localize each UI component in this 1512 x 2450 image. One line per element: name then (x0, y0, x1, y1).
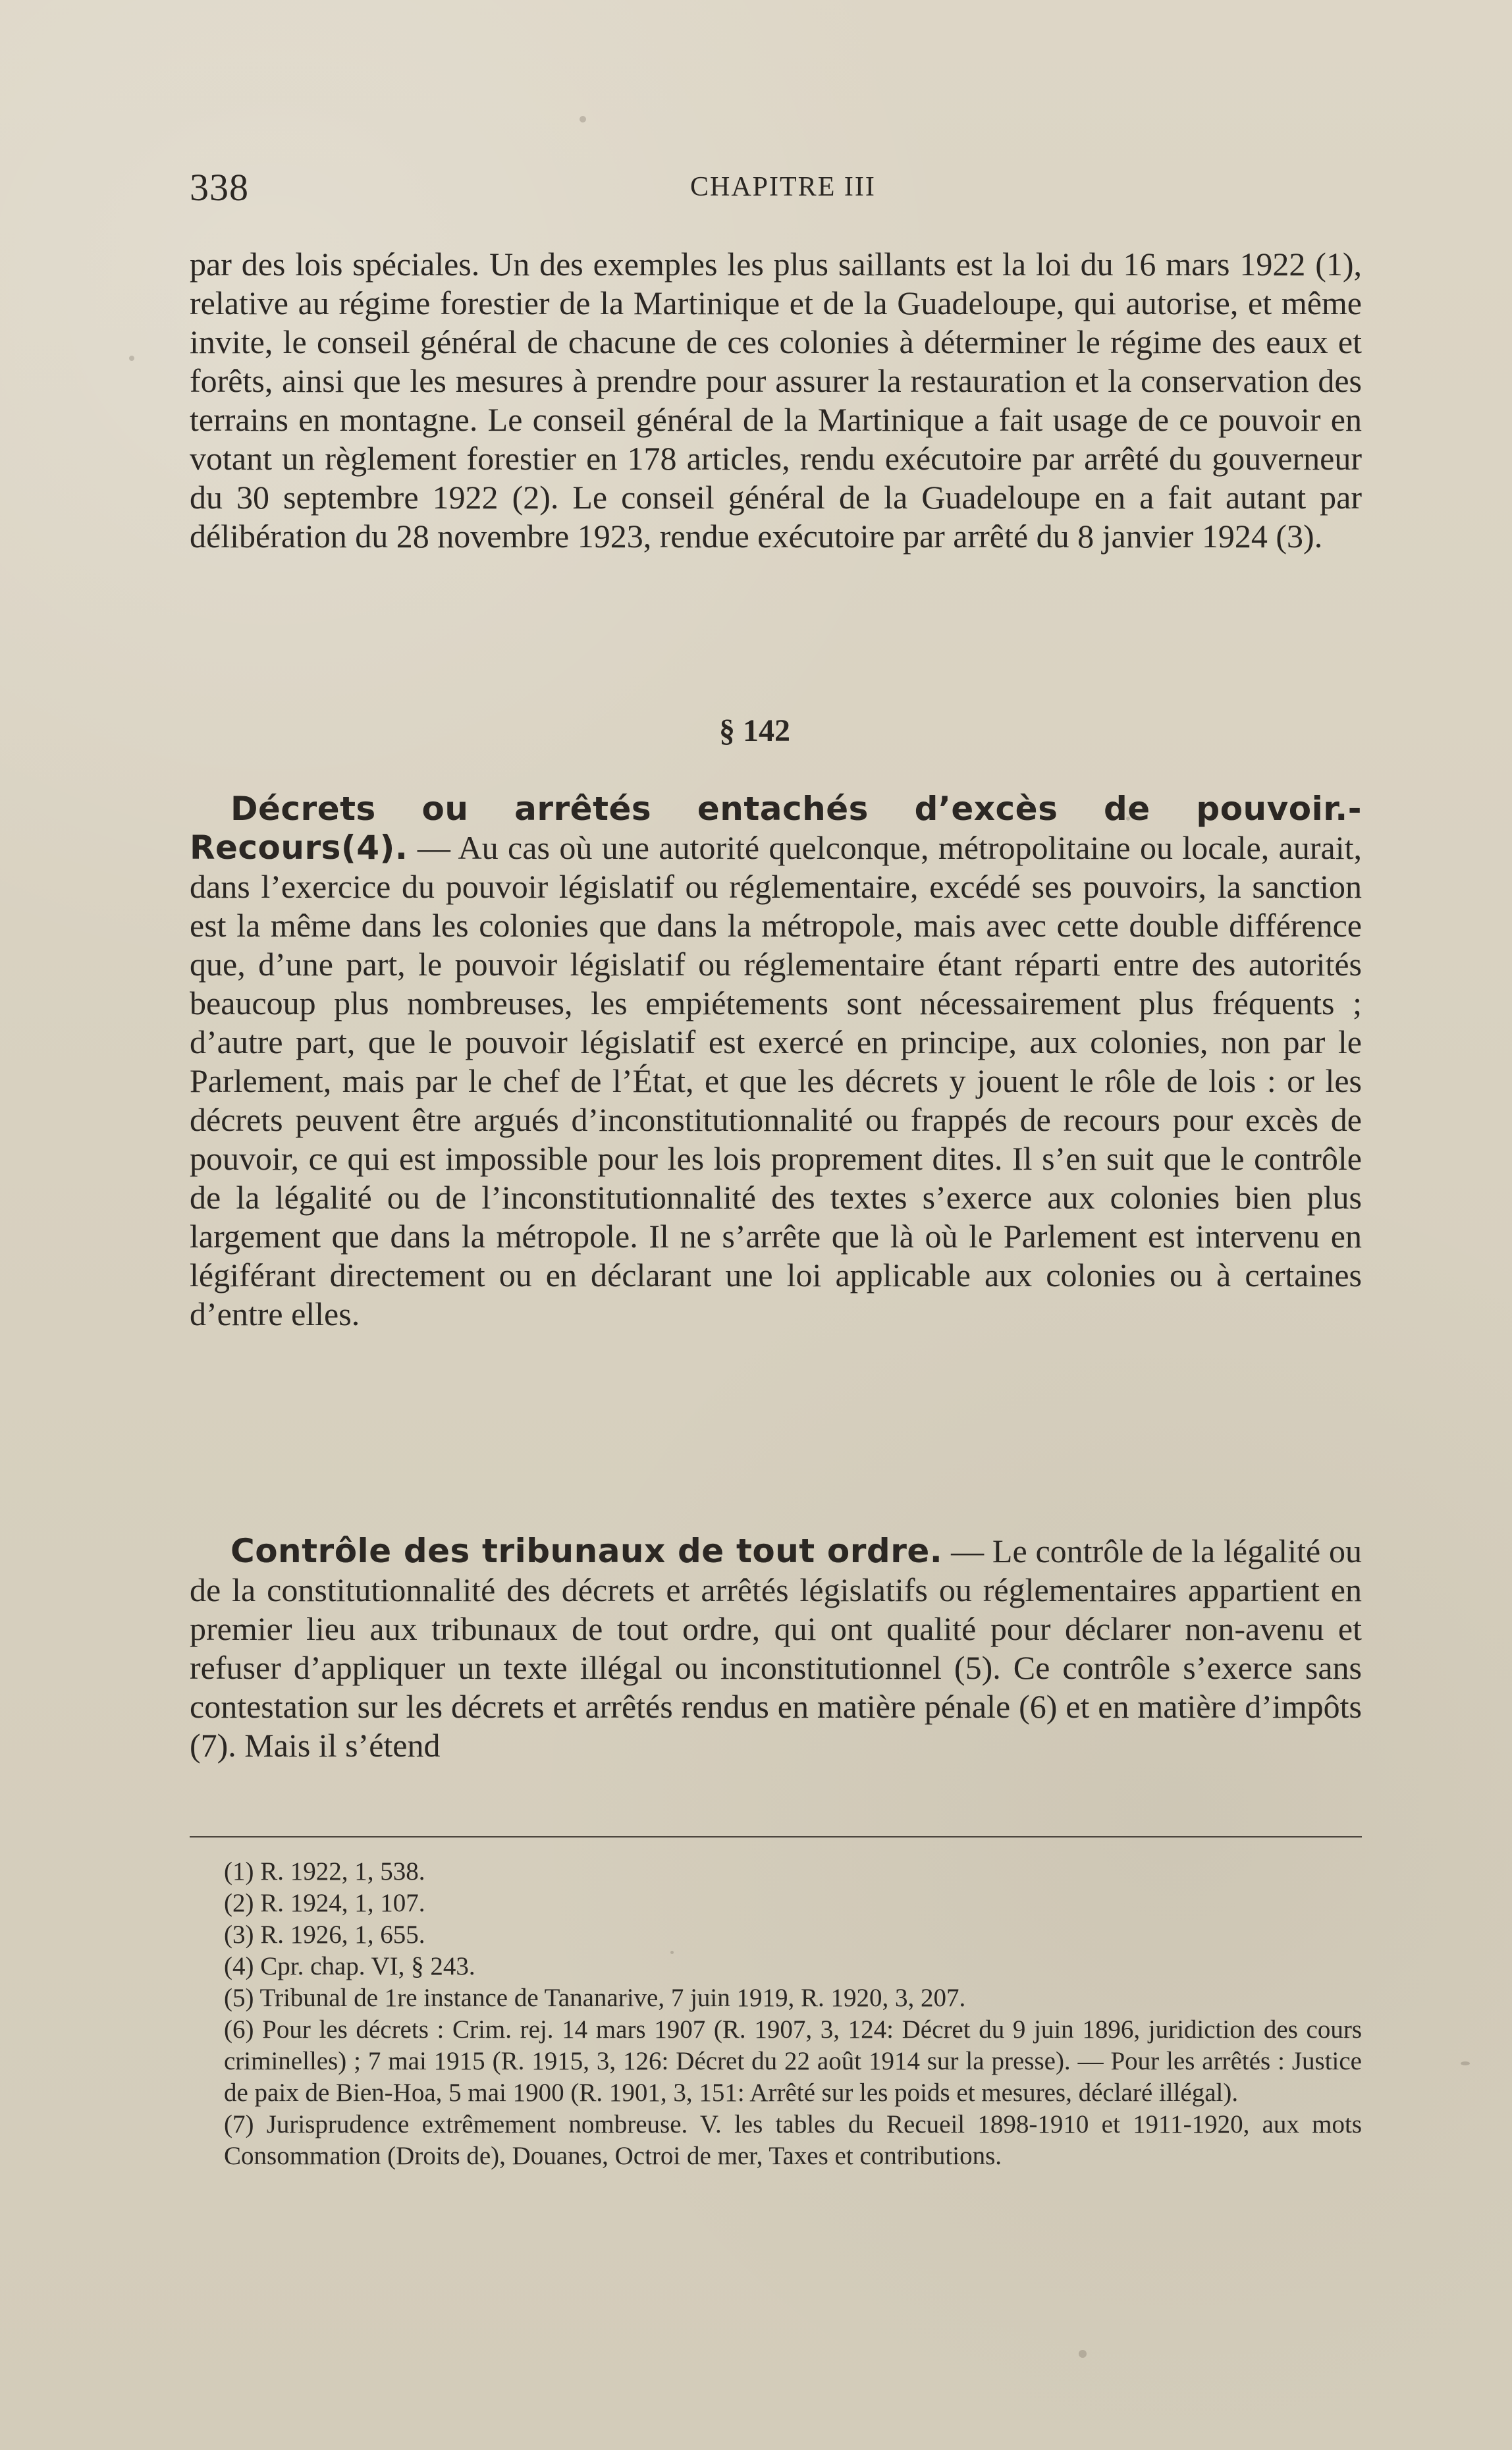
speck (1461, 2061, 1470, 2065)
footnote-5: (5) Tribunal de 1re instance de Tananarive, 7 juin 1919, R. 1920, 3, 207. (224, 1984, 966, 2012)
paragraph-3-body: — Le contrôle de la légalité ou de la constitutionnalité des décrets et arrêtés législatifs ou réglementaires appartient en premier lieu aux tribunaux de tout ordre, qui ont qualité pour déclarer non-avenu et refuser d’appliquer un texte illégal ou inconstitutionnel (5). Ce contrôle s’exerce sans contestation sur les décrets et arrêtés rendus en matière pénale (6) et en matière d’impôts (7). Mais il s’étend (190, 1533, 1362, 1764)
footnote-3: (3) R. 1926, 1, 655. (224, 1920, 425, 1949)
footnote-7: (7) Jurisprudence extrêmement nombreuse. V. les tables du Recueil 1898-1910 et 1911-1920, aux mots Consommation (Droits de), Douanes, Octroi de mer, Taxes et contributions. (224, 2110, 1362, 2170)
body-paragraph-3 (190, 1532, 1362, 1765)
paragraph-2-heading: Décrets ou arrêtés entachés d’excès de pouvoir.- Recours(4). (190, 790, 1362, 867)
paragraph-3-heading: Contrôle des tribunaux de tout ordre. (230, 1532, 943, 1570)
body-paragraph-2 (190, 790, 1362, 1334)
paragraph-2-body: — Au cas où une autorité quelconque, métropolitaine ou locale, aurait, dans l’exercice du pouvoir législatif ou réglementaire, excédé ses pouvoirs, la sanction est la même dans les colonies que dans la métropole, mais avec cette double différence que, d’une part, le pouvoir législatif ou réglementaire étant réparti entre des autorités beaucoup plus nombreuses, les empiétements sont nécessairement plus fréquents ; d’autre part, que le pouvoir législatif est exercé en principe, aux colonies, non par le Parlement, mais par le chef de l’État, et que les décrets y jouent le rôle de lois : or les décrets peuvent être argués d’inconstitutionnalité ou frappés de recours pour excès de pouvoir, ce qui est impossible pour les lois proprement dites. Il s’en suit que le contrôle de la légalité ou de l’inconstitutionnalité des textes s’exerce aux colonies bien plus largement que dans la métropole. Il ne s’arrête que là où le Parlement est intervenu en légiférant directement ou en déclarant une loi applicable aux colonies ou à certaines d’entre elles. (190, 829, 1362, 1332)
speck (129, 356, 134, 361)
paragraph-1-text: par des lois spéciales. Un des exemples les plus saillants est la loi du 16 mars 1922 (1), relative au régime forestier de la Martinique et de la Guadeloupe, qui autorise, et même invite, le conseil général de chacune de ces colonies à déterminer le régime des eaux et forêts, ainsi que les mesures à prendre pour assurer la restauration et la conservation des terrains en montagne. Le conseil général de la Martinique a fait usage de ce pouvoir en votant un règlement forestier en 178 articles, rendu exécutoire par arrêté du gouverneur du 30 septembre 1922 (2). Le conseil général de la Guadeloupe en a fait autant par délibération du 28 novembre 1923, rendue exécutoire par arrêté du 8 janvier 1924 (3). (190, 246, 1362, 555)
section-mark: § 142 (719, 713, 790, 748)
footnote-6: (6) Pour les décrets : Crim. rej. 14 mars 1907 (R. 1907, 3, 124: Décret du 9 juin 1896, juridiction des cours criminelles) ; 7 mai 1915 (R. 1915, 3, 126: Décret du 22 août 1914 sur la presse). — Pour les arrêtés : Justice de paix de Bien-Hoa, 5 mai 1900 (R. 1901, 3, 151: Arrêté sur les poids et mesures, déclaré illégal). (224, 2015, 1362, 2107)
page-number: 338 (190, 166, 249, 209)
body-paragraph-1 (190, 245, 1362, 556)
running-head: CHAPITRE III (690, 172, 876, 202)
speck (580, 116, 586, 122)
footnote-1: (1) R. 1922, 1, 538. (224, 1857, 425, 1886)
footnote-divider (190, 1836, 1362, 1838)
footnotes-block (190, 1856, 1362, 2172)
footnote-4: (4) Cpr. chap. VI, § 243. (224, 1952, 475, 1980)
page-header (190, 163, 1362, 212)
speck (1079, 2350, 1087, 2358)
footnote-2: (2) R. 1924, 1, 107. (224, 1889, 425, 1917)
